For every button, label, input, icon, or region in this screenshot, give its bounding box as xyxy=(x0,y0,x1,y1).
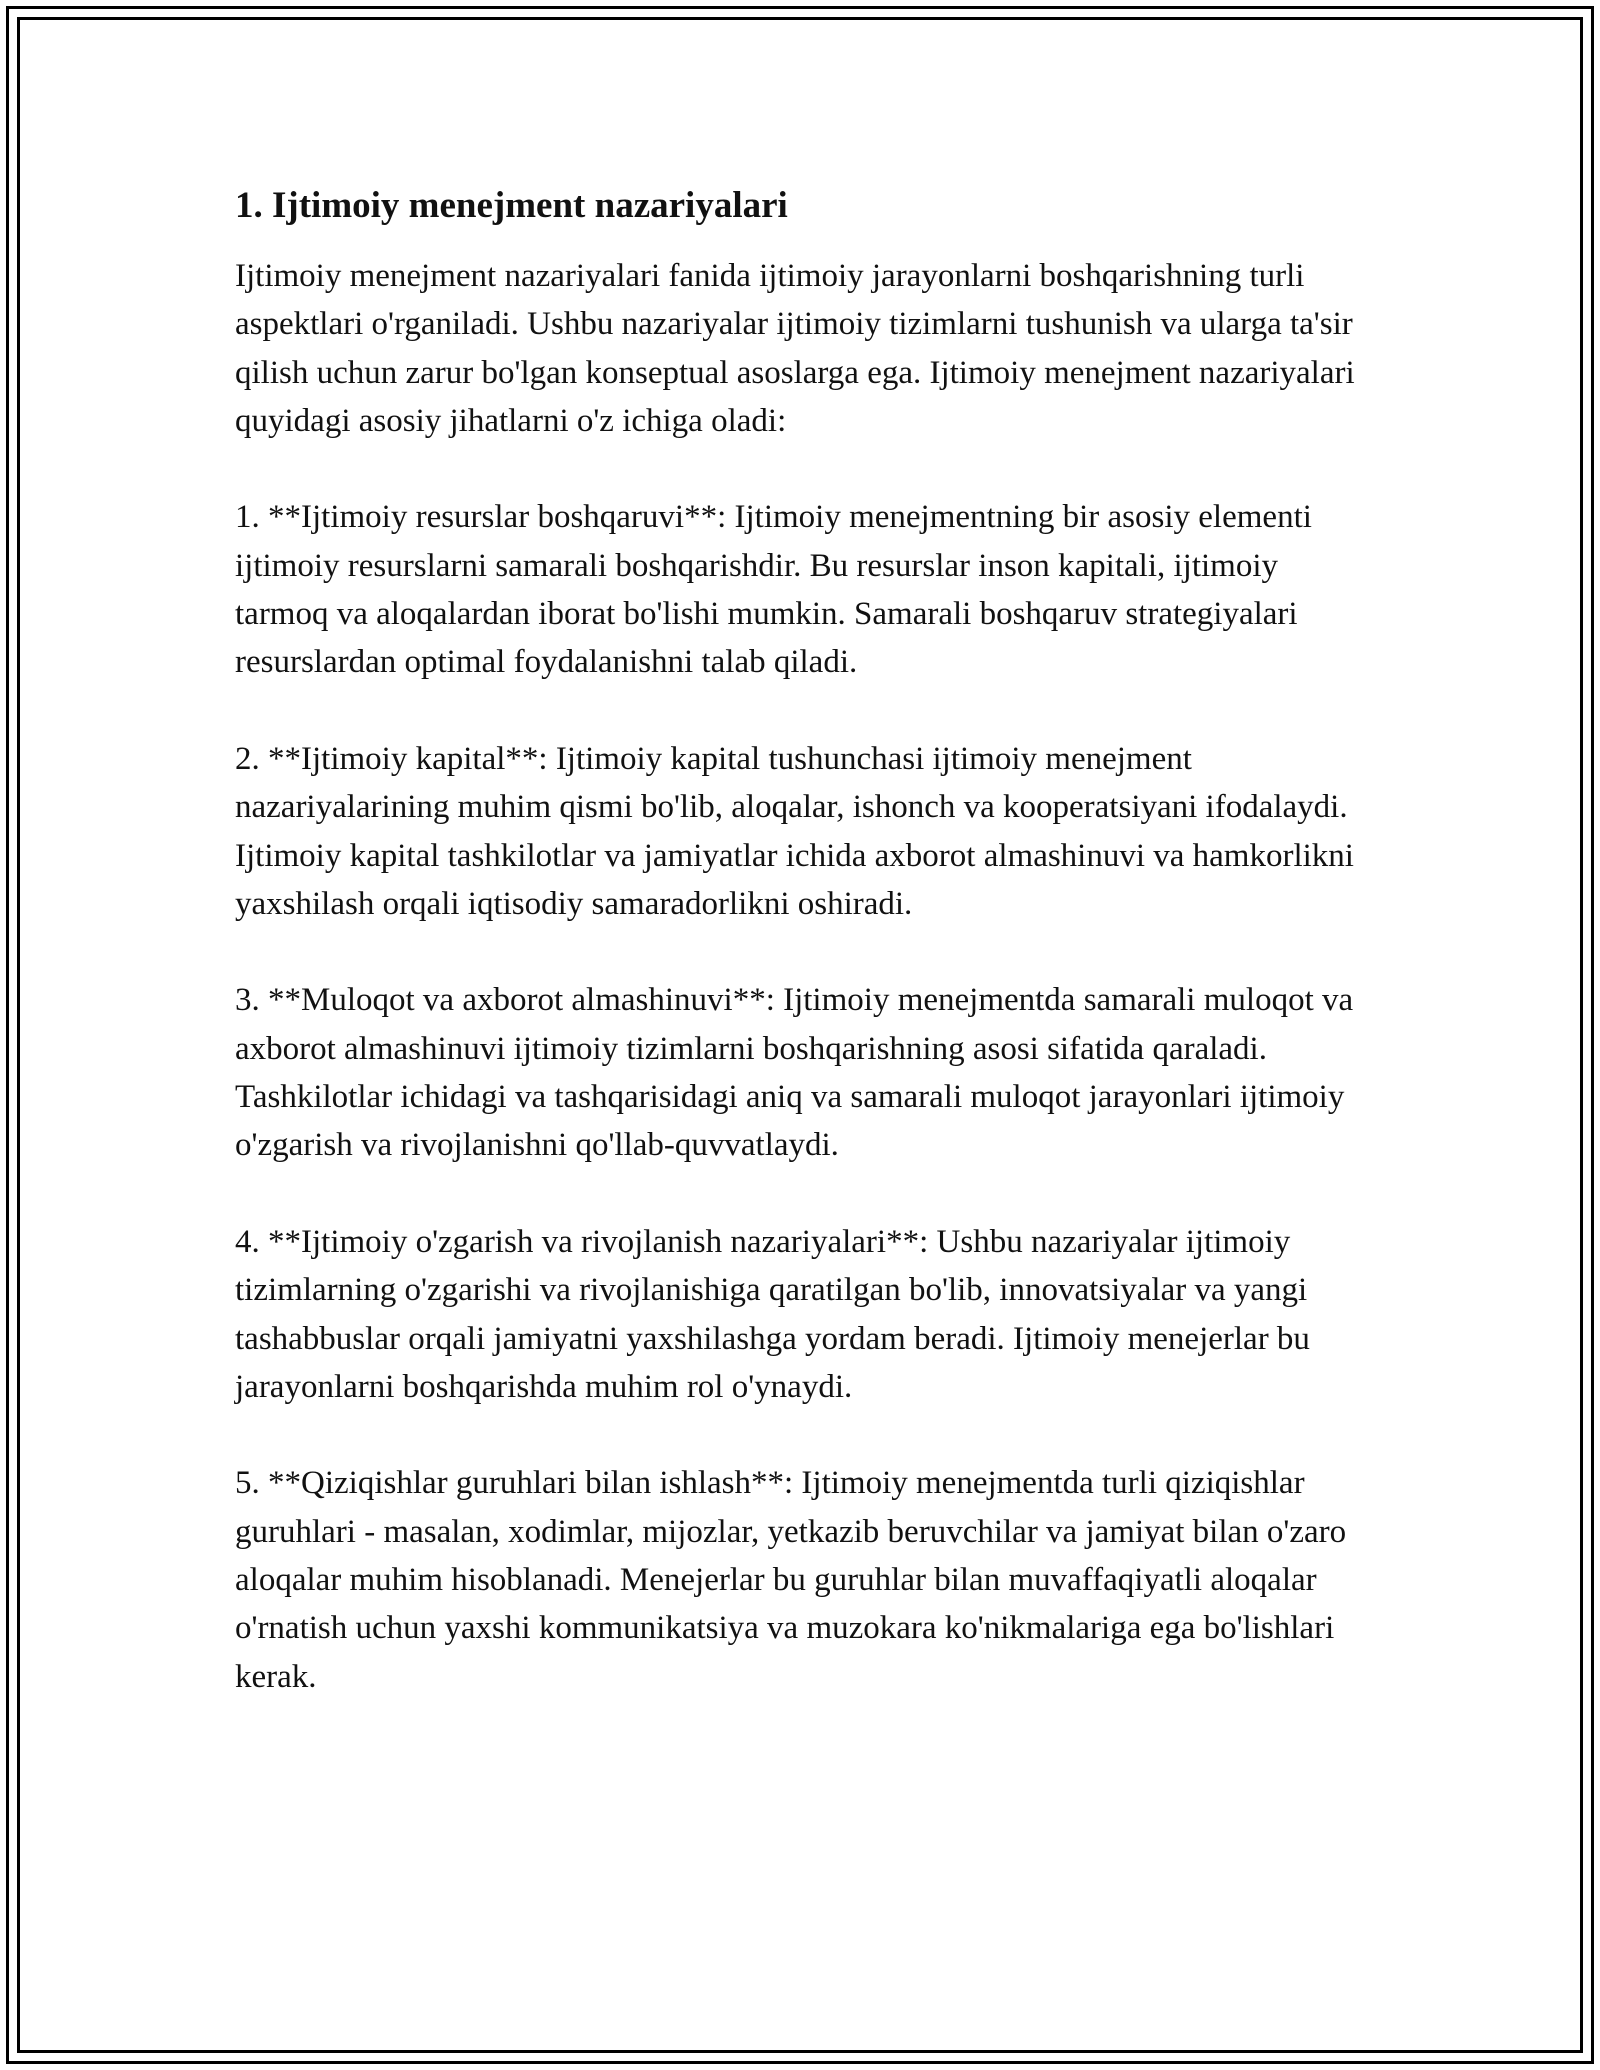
list-item xyxy=(235,493,1365,686)
list-item-text: Ijtimoiy menejmentning bir asosiy elementi ijtimoiy resurslarni samarali boshqarishdir. Bu resurslar inson kapitali, ijtimoiy tarmoq va aloqalardan iborat bo'lishi mumkin. Samarali boshqaruv strategiyalari resurslardan optimal foydalanishni talab qiladi. xyxy=(235,499,1312,681)
list-item-text: Ijtimoiy menejmentda turli qiziqishlar guruhlari - masalan, xodimlar, mijozlar, yetkazib beruvchilar va jamiyat bilan o'zaro aloqalar muhim hisoblanadi. Menejerlar bu guruhlar bilan muvaffaqiyatli aloqalar o'rnatish uchun yaxshi kommunikatsiya va muzokara ko'nikmalariga ega bo'lishlari kerak. xyxy=(235,1465,1347,1695)
list-item-label: 3. **Muloqot va axborot almashinuvi**: xyxy=(235,982,775,1019)
list-item xyxy=(235,1459,1365,1700)
document-body xyxy=(235,182,1365,1749)
list-item-label: 5. **Qiziqishlar guruhlari bilan ishlash**: xyxy=(235,1465,794,1502)
intro-paragraph: Ijtimoiy menejment nazariyalari fanida ijtimoiy jarayonlarni boshqarishning turli aspektlari o'rganiladi. Ushbu nazariyalar ijtimoiy tizimlarni tushunish va ularga ta'sir qilish uchun zarur bo'lgan konseptual asoslarga ega. Ijtimoiy menejment nazariyalari quyidagi asosiy jihatlarni o'z ichiga oladi: xyxy=(235,258,1355,439)
list-item-text: Ijtimoiy menejmentda samarali muloqot va axborot almashinuvi ijtimoiy tizimlarni boshqarishning asosi sifatida qaraladi. Tashkilotlar ichidagi va tashqarisidagi aniq va samarali muloqot jarayonlari ijtimoiy o'zgarish va rivojlanishni qo'llab-quvvatlaydi. xyxy=(235,982,1354,1164)
list-item xyxy=(235,976,1365,1169)
list-item xyxy=(235,1218,1365,1411)
list-item-text: Ijtimoiy kapital tushunchasi ijtimoiy menejment nazariyalarining muhim qismi bo'lib, aloqalar, ishonch va kooperatsiyani ifodalaydi. Ijtimoiy kapital tashkilotlar va jamiyatlar ichida axborot almashinuvi va hamkorlikni yaxshilash orqali iqtisodiy samaradorlikni oshiradi. xyxy=(235,740,1354,922)
list-item-label: 1. **Ijtimoiy resurslar boshqaruvi**: xyxy=(235,499,727,536)
document-title: 1. Ijtimoiy menejment nazariyalari xyxy=(235,185,788,226)
list-item-text: Ushbu nazariyalar ijtimoiy tizimlarning o'zgarishi va rivojlanishiga qaratilgan bo'lib, innovatsiyalar va yangi tashabbuslar orqali jamiyatni yaxshilashga yordam beradi. Ijtimoiy menejerlar bu jarayonlarni boshqarishda muhim rol o'ynaydi. xyxy=(235,1223,1310,1405)
list-item-label: 2. **Ijtimoiy kapital**: xyxy=(235,740,548,777)
list-item-label: 4. **Ijtimoiy o'zgarish va rivojlanish nazariyalari**: xyxy=(235,1223,929,1260)
list-item xyxy=(235,735,1365,928)
